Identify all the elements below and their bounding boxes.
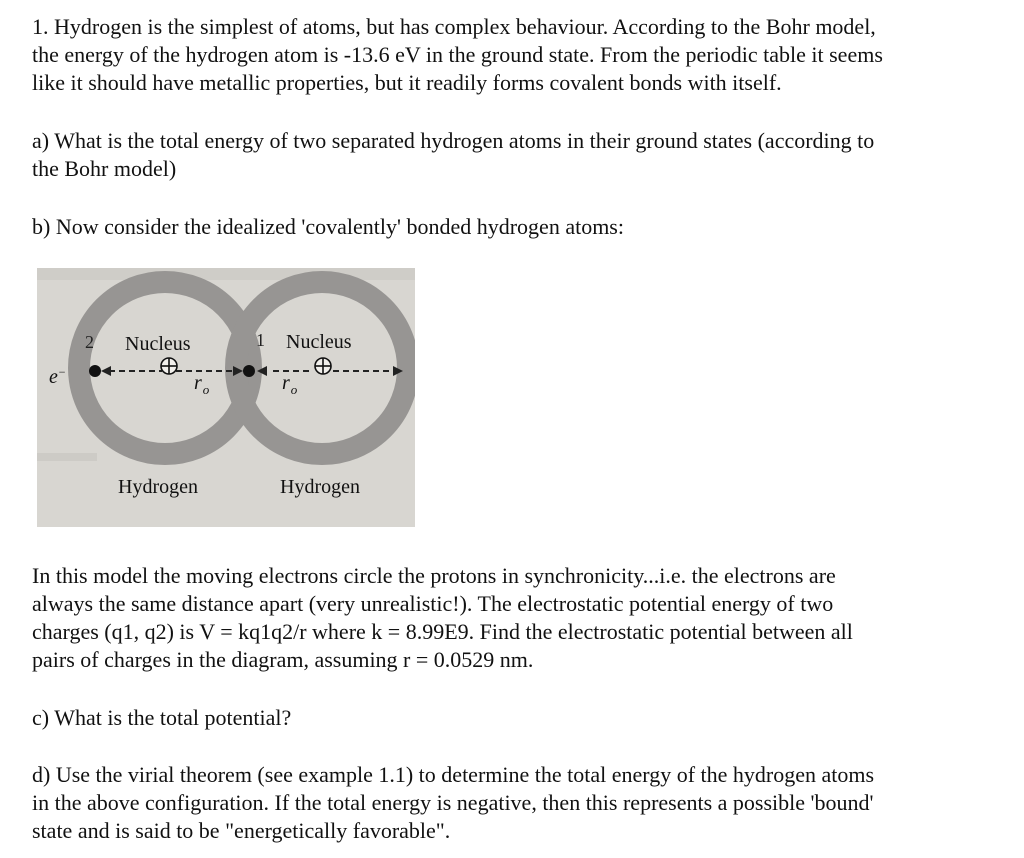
electron-number-left: 2 xyxy=(85,332,94,352)
part-d-line-1: d) Use the virial theorem (see example 1.1) to determine the total energy of the hydrogen atoms xyxy=(32,762,875,787)
part-b-line: b) Now consider the idealized 'covalently' bonded hydrogen atoms: xyxy=(32,214,624,239)
electron-middle xyxy=(243,365,255,377)
nucleus-right-symbol xyxy=(315,358,331,374)
nucleus-left-label: Nucleus xyxy=(125,333,191,355)
hydrogen-right-label: Hydrogen xyxy=(280,476,360,498)
nucleus-right-label: Nucleus xyxy=(286,331,352,353)
model-line-4: pairs of charges in the diagram, assuming r = 0.0529 nm. xyxy=(32,647,534,672)
model-line-3: charges (q1, q2) is V = kq1q2/r where k = 8.99E9. Find the electrostatic potential between all xyxy=(32,619,853,644)
nucleus-left-symbol xyxy=(161,358,177,374)
part-a-line-2: the Bohr model) xyxy=(32,156,177,181)
model-line-1: In this model the moving electrons circle the protons in synchronicity...i.e. the electrons are xyxy=(32,563,836,588)
radius-label-left: $r_o$ xyxy=(194,372,210,397)
part-c-line: c) What is the total potential? xyxy=(32,705,292,730)
intro-line-1: 1. Hydrogen is the simplest of atoms, but has complex behaviour. According to the Bohr model, xyxy=(32,14,876,39)
radius-label-right: $r_o$ xyxy=(282,372,298,397)
intro-line-2: the energy of the hydrogen atom is -13.6 eV in the ground state. From the periodic table it seems xyxy=(32,42,883,67)
hydrogen-bond-figure xyxy=(37,268,415,527)
part-a-line-1: a) What is the total energy of two separated hydrogen atoms in their ground states (according to xyxy=(32,128,875,153)
electron-number-right: 1 xyxy=(256,330,265,350)
part-d-line-2: in the above configuration. If the total energy is negative, then this represents a possible 'bound' xyxy=(32,790,874,815)
electron-symbol-label: e− xyxy=(49,365,66,388)
electron-left xyxy=(89,365,101,377)
hydrogen-left-label: Hydrogen xyxy=(118,476,198,498)
model-line-2: always the same distance apart (very unrealistic!). The electrostatic potential energy of two xyxy=(32,591,834,616)
part-d-line-3: state and is said to be "energetically favorable". xyxy=(32,818,451,843)
intro-line-3: like it should have metallic properties, but it readily forms covalent bonds with itself. xyxy=(32,70,782,95)
